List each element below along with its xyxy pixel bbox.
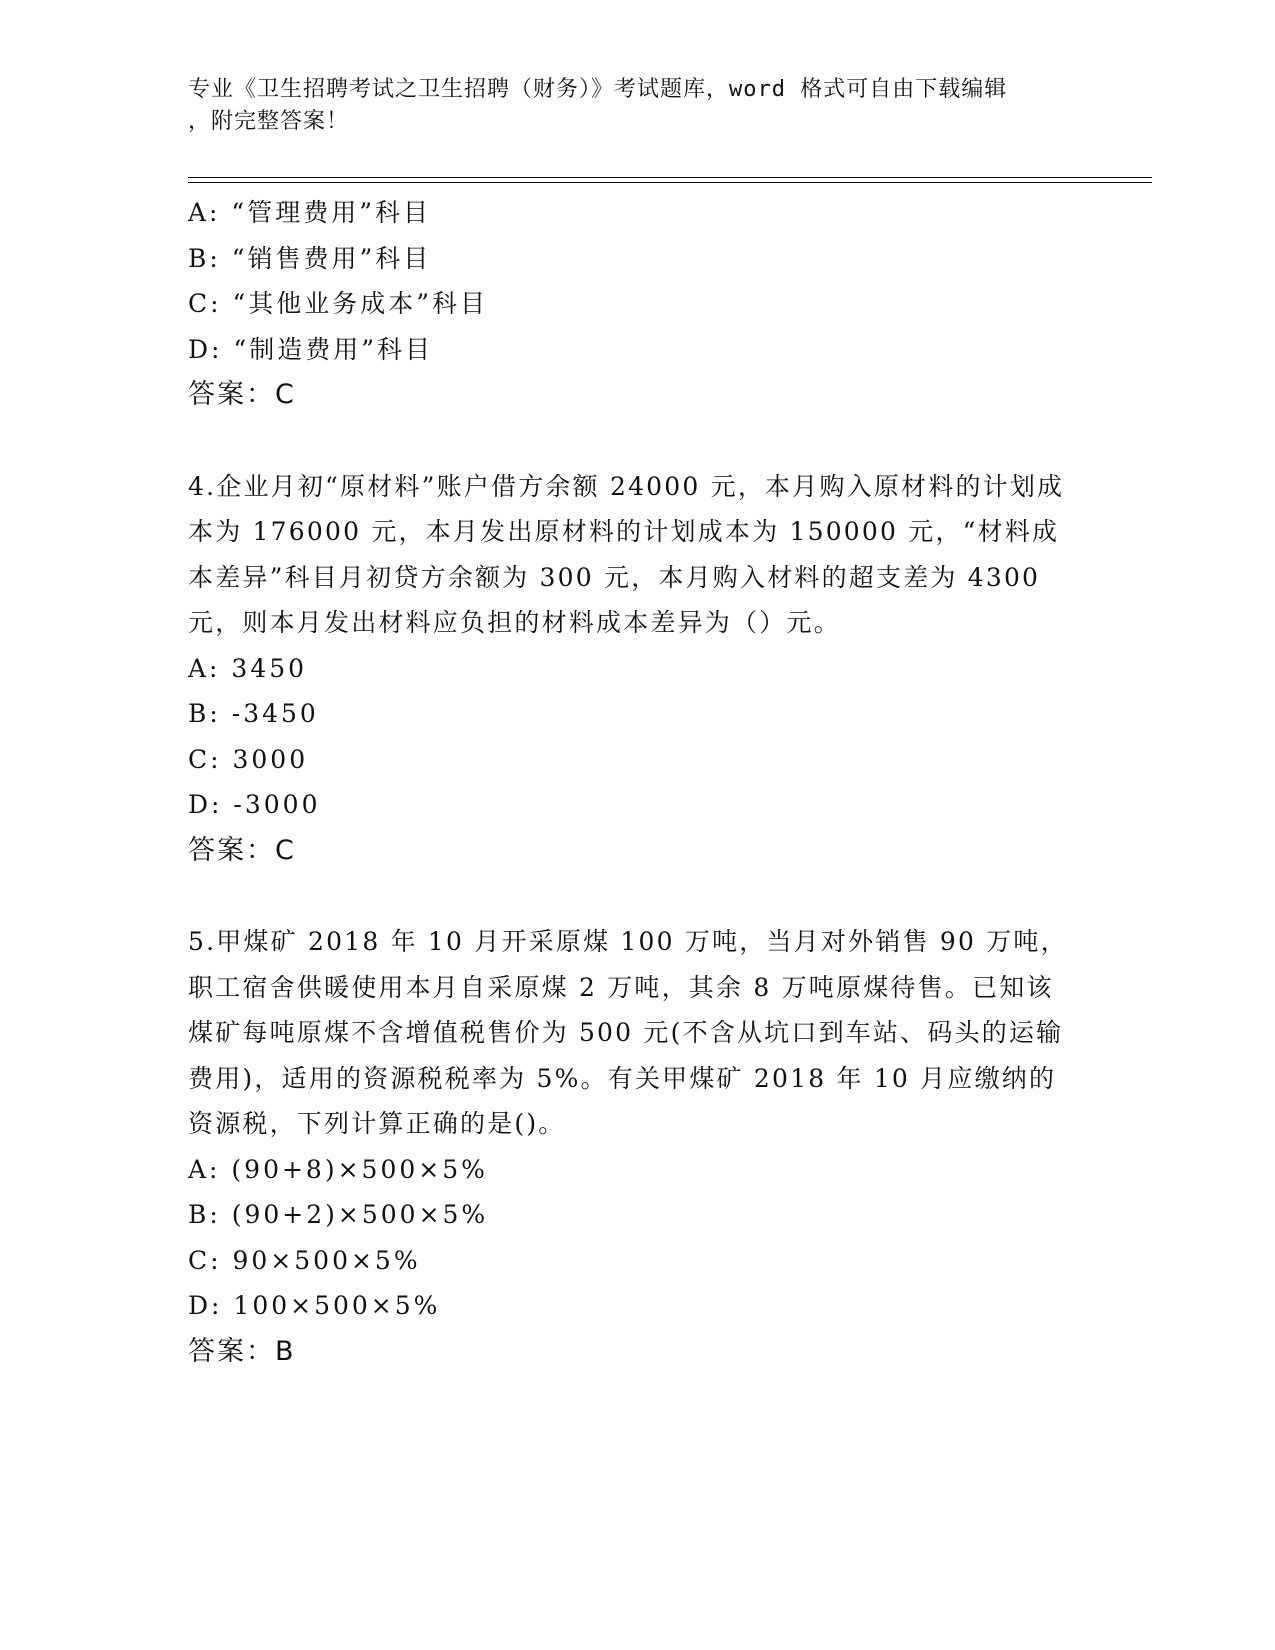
- option-b: B: (90+2)×500×5%: [188, 1200, 489, 1229]
- header-title-line-1: 专业《卫生招聘考试之卫生招聘（财务）》考试题库，word 格式可自由下载编辑: [188, 77, 1008, 102]
- answer-line: 答案：B: [188, 1335, 296, 1367]
- option-b: B: “销售费用”科目: [188, 243, 432, 273]
- question-text: 4.企业月初“原材料”账户借方余额 24000 元，本月购入原材料的计划成本为 176000 元，本月发出原材料的计划成本为 150000 元，“材料成本差异”科目月初贷方余额为 300 元，本月购入材料的超支差为 4300 元，则本月发出材料应负担的材料成本差异为（）元。: [188, 471, 1065, 637]
- option-a: A: (90+8)×500×5%: [188, 1154, 488, 1184]
- option-a: A: “管理费用”科目: [188, 198, 431, 227]
- option-a: A: 3450: [188, 653, 308, 683]
- option-d: D: -3000: [188, 790, 321, 819]
- header-title-line-2: ，附完整答案！: [188, 109, 350, 134]
- question-5: [188, 919, 1088, 1374]
- option-c: C: “其他业务成本”科目: [188, 289, 489, 318]
- question-list: [188, 190, 1088, 1374]
- header-divider-top: [188, 177, 1152, 178]
- option-c: C: 3000: [188, 744, 309, 774]
- option-d: D: 100×500×5%: [188, 1291, 441, 1320]
- option-d: D: “制造费用”科目: [188, 334, 433, 364]
- answer-line: 答案：C: [188, 379, 296, 410]
- question-4: [188, 464, 1088, 874]
- question-text: 5.甲煤矿 2018 年 10 月开采原煤 100 万吨，当月对外销售 90 万吨，职工宿舍供暖使用本月自采原煤 2 万吨，其余 8 万吨原煤待售。已知该煤矿每吨原煤不含增值税售价为 500 元(不含从坑口到车站、码头的运输费用)，适用的资源税税率为 5%。有关甲煤矿 2018 年 10 月应缴纳的资源税，下列计算正确的是()。: [188, 927, 1068, 1138]
- option-b: B: -3450: [188, 699, 319, 728]
- answer-line: 答案：C: [188, 834, 296, 866]
- header-divider-bottom: [188, 182, 1152, 183]
- option-c: C: 90×500×5%: [188, 1245, 421, 1275]
- document-header: [188, 74, 1068, 138]
- question-3-options: [188, 190, 1088, 418]
